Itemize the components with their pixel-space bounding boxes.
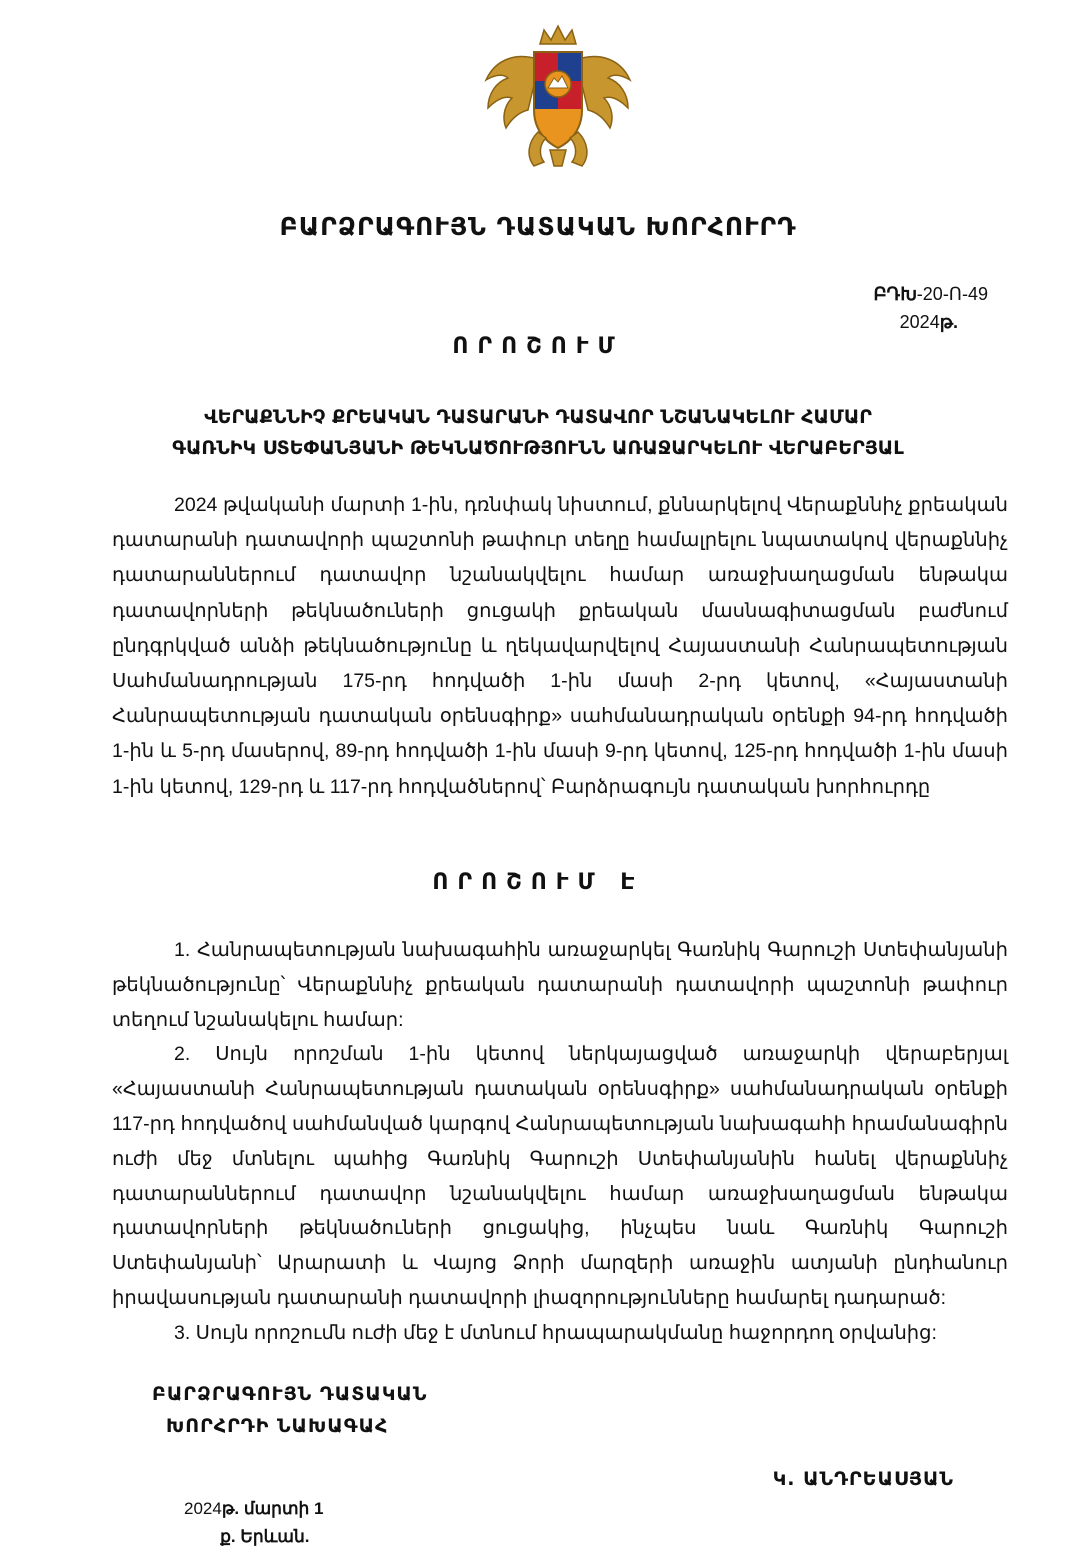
reference-year-suffix: թ. — [939, 312, 958, 332]
decision-title: ՈՐՈՇՈՒՄ — [452, 334, 624, 359]
council-heading: ԲԱՐՁՐԱԳՈՒՅՆ ԴԱՏԱԿԱՆ ԽՈՐՀՈՒՐԴ — [279, 212, 797, 241]
subject-line-2: ԳԱՌՆԻԿ ՍՏԵՓԱՆՅԱՆԻ ԹԵԿՆԱԾՈՒԹՅՈՒՆՆ ԱՌԱՋԱՐԿԵԼՈՒ ՎԵՐԱԲԵՐՅԱԼ — [172, 437, 904, 459]
decision-items — [112, 933, 1008, 1351]
reference-number — [873, 280, 988, 336]
reference-digits: -20-Ո-49 — [916, 284, 988, 304]
signer-title-line-1: ԲԱՐՁՐԱԳՈՒՅՆ ԴԱՏԱԿԱՆ — [152, 1383, 428, 1405]
preamble-paragraph: 2024 թվականի մարտի 1-ին, դռնփակ նիստում, քննարկելով Վերաքննիչ քրեական դատարանի դատավորի պաշտոնի թափուր տեղը համալրելու նպատակով վերաքննիչ դատարաններում դատավոր նշանակվելու համար առաջխաղացման ենթակա դատավորների թեկնածուների ցուցակի քրեական մասնագիտացման բաժնում ընդգրկված անձի թեկնածությունը և ղեկավարվելով Հայաստանի Հանրապետության Սահմանադրության 175-րդ հոդվածի 1-ին մասի 2-րդ կետով, «Հայաստանի Հանրապետության դատական օրենսգիրք» սահմանադրական օրենքի 94-րդ հոդվածի 1-ին և 5-րդ մասերով, 89-րդ հոդվածի 1-ին մասի 9-րդ կետով, 125-րդ հոդվածի 1-ին մասի 1-ին կետով, 129-րդ և 117-րդ հոդվածներով՝ Բարձրագույն դատական խորհուրդը — [112, 494, 1008, 798]
reference-year: 2024 — [899, 312, 940, 332]
signer-name: Կ. ԱՆԴՐԵԱՍՅԱՆ — [772, 1468, 954, 1490]
date-year: 2024 — [184, 1499, 222, 1518]
signer-title — [152, 1378, 427, 1442]
signer-title-line-2: ԽՈՐՀՐԴԻ ՆԱԽԱԳԱՀ — [166, 1415, 389, 1437]
date-year-suffix: թ. — [221, 1499, 240, 1518]
coat-of-arms-emblem — [478, 22, 638, 172]
place: ք. Երևան. — [220, 1527, 310, 1546]
decision-item-1: 1. Հանրապետության նախագահին առաջարկել Գառնիկ Գարուշի Ստեփանյանի թեկնածությունը՝ Վերաքննիչ քրեական դատարանի դատավորի պաշտոնի թափուր տեղում նշանակելու համար: — [112, 939, 1008, 1031]
decision-subject — [60, 402, 1016, 464]
date-and-place — [184, 1495, 323, 1551]
decision-item-2: 2. Սույն որոշման 1-ին կետով ներկայացված առաջարկի վերաբերյալ «Հայաստանի Հանրապետության դատական օրենսգիրք» սահմանադրական օրենքի 117-րդ հոդվածով սահմանված կարգով Հանրապետության նախագահի հրամանագիրն ուժի մեջ մտնելու պահից Գառնիկ Գարուշի Ստեփանյանին հանել վերաքննիչ դատարաններում դատավոր նշանակվելու համար առաջխաղացման ենթակա դատավորների թեկնածուների ցուցակից, ինչպես նաև Գառնիկ Գարուշի Ստեփանյանի՝ Արարատի և Վայոց Ձորի մարզերի առաջին ատյանի ընդհանուր իրավասության դատարանի դատավորի լիազորությունները համարել դադարած: — [112, 1043, 1008, 1309]
date-day-month: մարտի 1 — [239, 1499, 324, 1518]
subject-line-1: ՎԵՐԱՔՆՆԻՉ ՔՐԵԱԿԱՆ ԴԱՏԱՐԱՆԻ ԴԱՏԱՎՈՐ ՆՇԱՆԱԿԵԼՈՒ ՀԱՄԱՐ — [204, 406, 872, 428]
decides-title: ՈՐՈՇՈՒՄ Է — [432, 870, 644, 895]
reference-code: ԲԴԽ — [873, 284, 917, 304]
decision-item-3: 3. Սույն որոշումն ուժի մեջ է մտնում հրապարակմանը հաջորդող օրվանից: — [174, 1321, 937, 1344]
